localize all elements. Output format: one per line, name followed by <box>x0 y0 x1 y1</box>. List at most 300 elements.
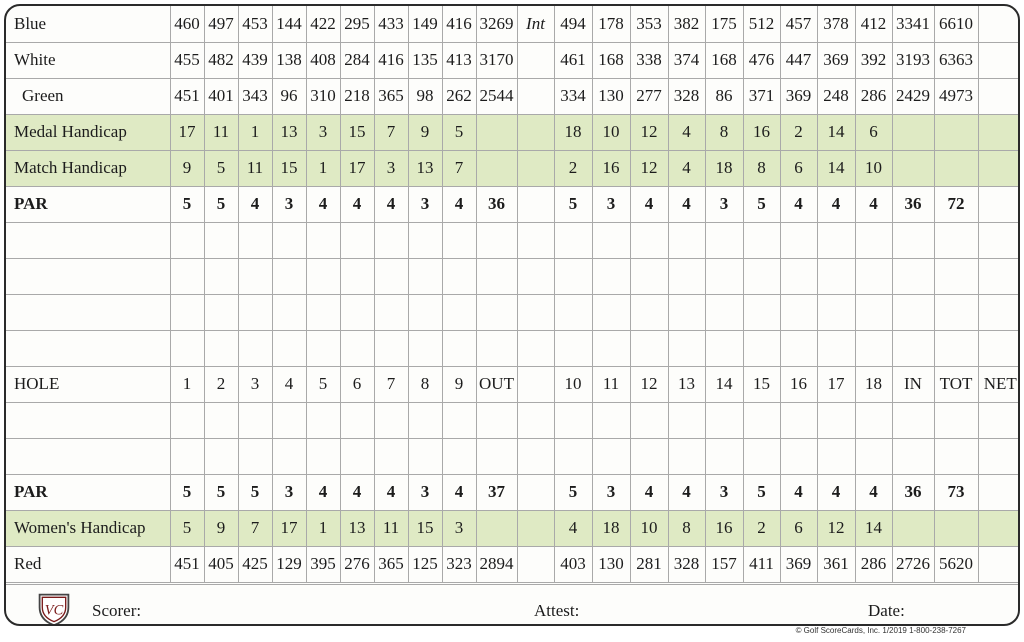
net-cell <box>978 150 1020 186</box>
hole-cell: 4 <box>817 474 855 510</box>
out-cell: 3170 <box>476 42 517 78</box>
in-cell <box>892 510 934 546</box>
hole-cell: 5 <box>170 186 204 222</box>
hole-cell <box>340 222 374 258</box>
hole-cell <box>855 294 892 330</box>
hole-cell <box>340 402 374 438</box>
hole-cell: 3 <box>306 114 340 150</box>
in-cell: 2726 <box>892 546 934 582</box>
hole-cell: 4 <box>668 186 705 222</box>
hole-cell <box>170 330 204 366</box>
copyright-notice: © Golf ScoreCards, Inc. 1/2019 1-800-238-7267 <box>795 626 966 635</box>
hole-cell: 175 <box>705 6 743 42</box>
hole-cell: 4 <box>855 186 892 222</box>
hole-cell: 1 <box>170 366 204 402</box>
hole-cell: 4 <box>306 474 340 510</box>
hole-cell: 98 <box>408 78 442 114</box>
out-cell <box>476 438 517 474</box>
in-cell <box>892 258 934 294</box>
out-cell: 2544 <box>476 78 517 114</box>
hole-cell: 17 <box>170 114 204 150</box>
net-cell <box>978 294 1020 330</box>
hole-cell <box>408 330 442 366</box>
scorecard-row <box>6 258 1020 294</box>
attest-label: Attest: <box>534 601 580 620</box>
hole-cell: 6 <box>780 150 817 186</box>
hole-cell: 281 <box>630 546 668 582</box>
in-cell: 2429 <box>892 78 934 114</box>
hole-cell: 11 <box>374 510 408 546</box>
hole-cell: 497 <box>204 6 238 42</box>
hole-cell: 248 <box>817 78 855 114</box>
hole-cell: 453 <box>238 6 272 42</box>
hole-cell <box>705 294 743 330</box>
hole-cell <box>855 258 892 294</box>
hole-cell: 130 <box>592 78 630 114</box>
hole-cell <box>340 330 374 366</box>
divider-cell <box>517 474 554 510</box>
hole-cell <box>408 222 442 258</box>
hole-cell: 7 <box>238 510 272 546</box>
hole-cell <box>592 258 630 294</box>
hole-cell: 4 <box>442 474 476 510</box>
hole-cell: 9 <box>408 114 442 150</box>
hole-cell: 286 <box>855 78 892 114</box>
divider-cell <box>517 150 554 186</box>
hole-cell: 12 <box>817 510 855 546</box>
hole-cell: 3 <box>374 150 408 186</box>
hole-cell: 2 <box>554 150 592 186</box>
hole-cell: 3 <box>592 474 630 510</box>
out-cell: 3269 <box>476 6 517 42</box>
hole-cell: 15 <box>272 150 306 186</box>
in-cell <box>892 222 934 258</box>
total-cell <box>934 510 978 546</box>
hole-cell <box>238 402 272 438</box>
hole-cell: 8 <box>743 150 780 186</box>
hole-cell <box>442 294 476 330</box>
hole-cell <box>855 402 892 438</box>
hole-cell <box>592 402 630 438</box>
hole-cell <box>408 294 442 330</box>
hole-cell <box>705 330 743 366</box>
hole-cell: 3 <box>238 366 272 402</box>
hole-cell: 18 <box>592 510 630 546</box>
hole-cell: 412 <box>855 6 892 42</box>
hole-cell: 382 <box>668 6 705 42</box>
hole-cell <box>238 294 272 330</box>
hole-cell <box>743 330 780 366</box>
row-label <box>6 438 170 474</box>
hole-cell: 17 <box>340 150 374 186</box>
hole-cell: 494 <box>554 6 592 42</box>
hole-cell <box>855 222 892 258</box>
hole-cell: 310 <box>306 78 340 114</box>
hole-cell <box>705 258 743 294</box>
out-cell: 2894 <box>476 546 517 582</box>
hole-cell <box>630 258 668 294</box>
total-cell: 6363 <box>934 42 978 78</box>
hole-cell: 157 <box>705 546 743 582</box>
hole-cell: 138 <box>272 42 306 78</box>
hole-cell: 369 <box>780 546 817 582</box>
hole-cell: 334 <box>554 78 592 114</box>
hole-cell: 4 <box>855 474 892 510</box>
hole-cell <box>374 258 408 294</box>
hole-cell <box>306 294 340 330</box>
divider-cell <box>517 222 554 258</box>
in-cell <box>892 114 934 150</box>
hole-cell: 11 <box>238 150 272 186</box>
hole-cell <box>272 402 306 438</box>
hole-cell: 476 <box>743 42 780 78</box>
row-label: PAR <box>6 186 170 222</box>
hole-cell: 11 <box>204 114 238 150</box>
hole-cell <box>272 222 306 258</box>
hole-cell: 378 <box>817 6 855 42</box>
hole-cell <box>442 222 476 258</box>
hole-cell <box>668 330 705 366</box>
hole-cell: 411 <box>743 546 780 582</box>
hole-cell: 5 <box>204 186 238 222</box>
hole-cell <box>238 330 272 366</box>
hole-cell: 369 <box>780 78 817 114</box>
hole-cell: 1 <box>306 150 340 186</box>
hole-cell: 168 <box>592 42 630 78</box>
net-cell <box>978 186 1020 222</box>
row-label <box>6 294 170 330</box>
hole-cell: 5 <box>204 150 238 186</box>
hole-cell: 7 <box>374 114 408 150</box>
hole-cell: 1 <box>238 114 272 150</box>
total-cell: 4973 <box>934 78 978 114</box>
hole-cell <box>238 258 272 294</box>
hole-cell: 2 <box>204 366 238 402</box>
row-label <box>6 258 170 294</box>
hole-cell: 3 <box>272 474 306 510</box>
hole-cell: 5 <box>442 114 476 150</box>
out-cell <box>476 114 517 150</box>
hole-cell: 8 <box>668 510 705 546</box>
hole-cell: 3 <box>705 474 743 510</box>
hole-cell <box>204 294 238 330</box>
hole-cell: 482 <box>204 42 238 78</box>
total-cell <box>934 114 978 150</box>
hole-cell: 149 <box>408 6 442 42</box>
date-label: Date: <box>868 601 905 620</box>
hole-cell: 4 <box>442 186 476 222</box>
hole-cell: 16 <box>705 510 743 546</box>
hole-cell: 16 <box>780 366 817 402</box>
hole-cell: 361 <box>817 546 855 582</box>
hole-cell <box>374 438 408 474</box>
hole-cell: 13 <box>272 114 306 150</box>
hole-cell <box>170 222 204 258</box>
in-cell <box>892 150 934 186</box>
out-cell <box>476 402 517 438</box>
hole-cell: 425 <box>238 546 272 582</box>
hole-cell <box>817 258 855 294</box>
out-cell <box>476 510 517 546</box>
hole-cell: 439 <box>238 42 272 78</box>
hole-cell: 460 <box>170 6 204 42</box>
hole-cell <box>238 438 272 474</box>
net-cell: NET <box>978 366 1020 402</box>
hole-cell: 405 <box>204 546 238 582</box>
out-cell <box>476 294 517 330</box>
total-cell <box>934 330 978 366</box>
hole-cell: 5 <box>743 474 780 510</box>
hole-cell: 6 <box>340 366 374 402</box>
hole-cell: 6 <box>855 114 892 150</box>
divider-cell <box>517 78 554 114</box>
total-cell: 73 <box>934 474 978 510</box>
row-label <box>6 402 170 438</box>
out-cell: 36 <box>476 186 517 222</box>
hole-cell: 5 <box>170 510 204 546</box>
hole-cell <box>554 438 592 474</box>
total-cell: 72 <box>934 186 978 222</box>
hole-cell <box>554 258 592 294</box>
net-cell <box>978 546 1020 582</box>
hole-cell <box>743 438 780 474</box>
hole-cell: 15 <box>408 510 442 546</box>
divider-cell <box>517 510 554 546</box>
hole-cell <box>668 258 705 294</box>
scorecard <box>4 4 1020 626</box>
divider-cell <box>517 294 554 330</box>
hole-cell <box>705 222 743 258</box>
hole-cell <box>272 258 306 294</box>
total-cell <box>934 402 978 438</box>
out-cell: 37 <box>476 474 517 510</box>
hole-cell: 7 <box>374 366 408 402</box>
hole-cell: 125 <box>408 546 442 582</box>
hole-cell: 276 <box>340 546 374 582</box>
total-cell <box>934 150 978 186</box>
hole-cell: 11 <box>592 366 630 402</box>
hole-cell: 9 <box>204 510 238 546</box>
hole-cell: 135 <box>408 42 442 78</box>
hole-cell <box>374 294 408 330</box>
hole-cell <box>204 330 238 366</box>
total-cell: 6610 <box>934 6 978 42</box>
hole-cell <box>170 438 204 474</box>
hole-cell: 4 <box>272 366 306 402</box>
hole-cell: 5 <box>554 186 592 222</box>
hole-cell <box>442 402 476 438</box>
hole-cell <box>340 438 374 474</box>
hole-cell: 433 <box>374 6 408 42</box>
hole-cell: 455 <box>170 42 204 78</box>
scorecard-row <box>6 330 1020 366</box>
scorecard-row <box>6 366 1020 402</box>
net-cell <box>978 78 1020 114</box>
hole-cell: 18 <box>855 366 892 402</box>
net-cell <box>978 510 1020 546</box>
hole-cell: 262 <box>442 78 476 114</box>
divider-cell <box>517 114 554 150</box>
in-cell <box>892 330 934 366</box>
hole-cell: 3 <box>442 510 476 546</box>
hole-cell: 395 <box>306 546 340 582</box>
hole-cell: 5 <box>170 474 204 510</box>
scorecard-table <box>6 6 1020 583</box>
hole-cell: 392 <box>855 42 892 78</box>
hole-cell <box>442 438 476 474</box>
hole-cell: 4 <box>306 186 340 222</box>
hole-cell: 4 <box>340 186 374 222</box>
divider-cell <box>517 438 554 474</box>
divider-cell <box>517 330 554 366</box>
hole-cell <box>554 330 592 366</box>
hole-cell <box>340 258 374 294</box>
hole-cell: 5 <box>204 474 238 510</box>
hole-cell <box>204 402 238 438</box>
net-cell <box>978 438 1020 474</box>
hole-cell: 4 <box>780 474 817 510</box>
hole-cell: 96 <box>272 78 306 114</box>
row-label: Women's Handicap <box>6 510 170 546</box>
hole-cell: 168 <box>705 42 743 78</box>
net-cell <box>978 330 1020 366</box>
hole-cell: 15 <box>340 114 374 150</box>
hole-cell: 4 <box>374 474 408 510</box>
hole-cell: 15 <box>743 366 780 402</box>
out-cell <box>476 150 517 186</box>
hole-cell: 3 <box>592 186 630 222</box>
hole-cell: 86 <box>705 78 743 114</box>
hole-cell: 12 <box>630 150 668 186</box>
hole-cell: 4 <box>630 474 668 510</box>
hole-cell <box>630 294 668 330</box>
scorecard-row <box>6 42 1020 78</box>
scorecard-row <box>6 78 1020 114</box>
out-cell: OUT <box>476 366 517 402</box>
hole-cell <box>554 222 592 258</box>
hole-cell: 130 <box>592 546 630 582</box>
hole-cell <box>668 222 705 258</box>
hole-cell <box>170 402 204 438</box>
hole-cell <box>630 402 668 438</box>
hole-cell: 129 <box>272 546 306 582</box>
hole-cell: 369 <box>817 42 855 78</box>
hole-cell: 17 <box>272 510 306 546</box>
hole-cell <box>630 222 668 258</box>
hole-cell: 14 <box>855 510 892 546</box>
hole-cell: 14 <box>817 150 855 186</box>
hole-cell: 10 <box>592 114 630 150</box>
footer <box>6 584 1018 625</box>
hole-cell: 461 <box>554 42 592 78</box>
hole-cell: 4 <box>780 186 817 222</box>
hole-cell: 14 <box>705 366 743 402</box>
svg-text:VC: VC <box>44 602 64 619</box>
club-crest-icon <box>36 591 72 626</box>
hole-cell <box>630 330 668 366</box>
hole-cell <box>592 438 630 474</box>
hole-cell <box>554 294 592 330</box>
hole-cell <box>592 330 630 366</box>
hole-cell: 374 <box>668 42 705 78</box>
hole-cell <box>408 438 442 474</box>
hole-cell: 16 <box>743 114 780 150</box>
hole-cell: 4 <box>340 474 374 510</box>
hole-cell: 3 <box>408 186 442 222</box>
hole-cell: 13 <box>408 150 442 186</box>
hole-cell <box>374 330 408 366</box>
hole-cell <box>743 402 780 438</box>
hole-cell <box>306 330 340 366</box>
in-cell <box>892 294 934 330</box>
hole-cell: 365 <box>374 78 408 114</box>
hole-cell: 4 <box>630 186 668 222</box>
scorecard-row <box>6 510 1020 546</box>
total-cell <box>934 222 978 258</box>
hole-cell <box>780 402 817 438</box>
row-label: White <box>6 42 170 78</box>
hole-cell <box>780 222 817 258</box>
total-cell <box>934 438 978 474</box>
hole-cell: 416 <box>442 6 476 42</box>
out-cell <box>476 222 517 258</box>
net-cell <box>978 42 1020 78</box>
hole-cell <box>306 402 340 438</box>
scorecard-row <box>6 294 1020 330</box>
hole-cell: 4 <box>374 186 408 222</box>
hole-cell <box>743 222 780 258</box>
hole-cell: 7 <box>442 150 476 186</box>
hole-cell: 4 <box>668 150 705 186</box>
hole-cell <box>780 330 817 366</box>
hole-cell: 2 <box>743 510 780 546</box>
hole-cell: 4 <box>668 114 705 150</box>
row-label <box>6 330 170 366</box>
row-label: PAR <box>6 474 170 510</box>
hole-cell: 422 <box>306 6 340 42</box>
hole-cell: 343 <box>238 78 272 114</box>
hole-cell <box>705 402 743 438</box>
hole-cell: 17 <box>817 366 855 402</box>
hole-cell: 401 <box>204 78 238 114</box>
hole-cell: 447 <box>780 42 817 78</box>
hole-cell <box>306 258 340 294</box>
hole-cell: 4 <box>668 474 705 510</box>
hole-cell <box>408 258 442 294</box>
divider-cell <box>517 258 554 294</box>
hole-cell <box>855 330 892 366</box>
hole-cell <box>592 222 630 258</box>
net-cell <box>978 402 1020 438</box>
hole-cell: 4 <box>554 510 592 546</box>
hole-cell: 408 <box>306 42 340 78</box>
hole-cell: 284 <box>340 42 374 78</box>
in-cell: 36 <box>892 186 934 222</box>
scorecard-row <box>6 6 1020 42</box>
scorecard-row <box>6 150 1020 186</box>
scorecard-row <box>6 474 1020 510</box>
hole-cell: 328 <box>668 546 705 582</box>
scorecard-row <box>6 546 1020 582</box>
hole-cell <box>817 402 855 438</box>
hole-cell: 218 <box>340 78 374 114</box>
hole-cell: 3 <box>705 186 743 222</box>
hole-cell: 5 <box>238 474 272 510</box>
in-cell: 3193 <box>892 42 934 78</box>
divider-cell <box>517 366 554 402</box>
net-cell <box>978 114 1020 150</box>
hole-cell: 371 <box>743 78 780 114</box>
